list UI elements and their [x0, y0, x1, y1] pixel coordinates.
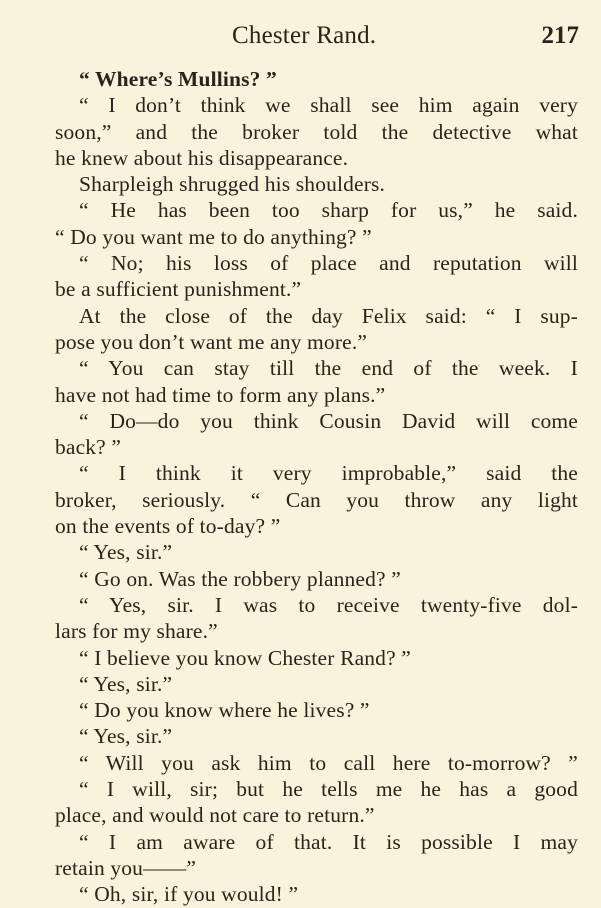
body-text	[55, 66, 578, 908]
text-line: “ Will you ask him to call here to-morrow? ”	[79, 750, 578, 775]
text-line: Sharpleigh shrugged his shoulders.	[79, 172, 386, 197]
text-line: soon,” and the broker told the detective what	[55, 119, 578, 144]
text-line: broker, seriously. “ Can you throw any light	[55, 487, 578, 512]
text-line: “ Where’s Mullins? ”	[79, 67, 277, 91]
text-line: “ Yes, sir.”	[79, 724, 173, 749]
text-line: “ I believe you know Chester Rand? ”	[79, 645, 411, 670]
text-line: “ Yes, sir. I was to receive twenty-five dol-	[79, 592, 578, 617]
text-line: place, and would not care to return.”	[55, 803, 375, 828]
text-line: “ Oh, sir, if you would! ”	[79, 882, 299, 907]
text-line: lars for my share.”	[55, 619, 218, 644]
text-line: “ Do—do you think Cousin David will come	[79, 408, 578, 433]
text-line: “ Go on. Was the robbery planned? ”	[79, 566, 401, 591]
text-line: “ Do you want me to do anything? ”	[55, 224, 372, 249]
text-line: retain you——”	[55, 855, 197, 880]
text-line: At the close of the day Felix said: “ I sup-	[79, 303, 578, 328]
running-head	[0, 22, 601, 56]
text-line: back? ”	[55, 435, 122, 460]
text-line: “ You can stay till the end of the week. I	[79, 356, 578, 381]
text-line: pose you don’t want me any more.”	[55, 329, 368, 354]
text-line: “ I will, sir; but he tells me he has a good	[79, 777, 578, 802]
text-line: on the events of to-day? ”	[55, 514, 281, 539]
page-number: 217	[541, 22, 579, 49]
text-line: “ Yes, sir.”	[79, 671, 173, 696]
text-line: “ Do you know where he lives? ”	[79, 698, 370, 723]
text-line: be a sufficient punishment.”	[55, 277, 302, 302]
text-line: “ He has been too sharp for us,” he said.	[79, 198, 578, 223]
text-line: “ I think it very improbable,” said the	[79, 461, 578, 486]
text-line: “ I don’t think we shall see him again very	[79, 93, 578, 118]
text-line: have not had time to form any plans.”	[55, 382, 386, 407]
text-line: “ I am aware of that. It is possible I may	[79, 829, 578, 854]
running-title: Chester Rand.	[232, 22, 377, 49]
text-line: “ No; his loss of place and reputation will	[79, 251, 578, 276]
text-line: “ Yes, sir.”	[79, 540, 173, 565]
text-line: he knew about his disappearance.	[55, 145, 349, 170]
